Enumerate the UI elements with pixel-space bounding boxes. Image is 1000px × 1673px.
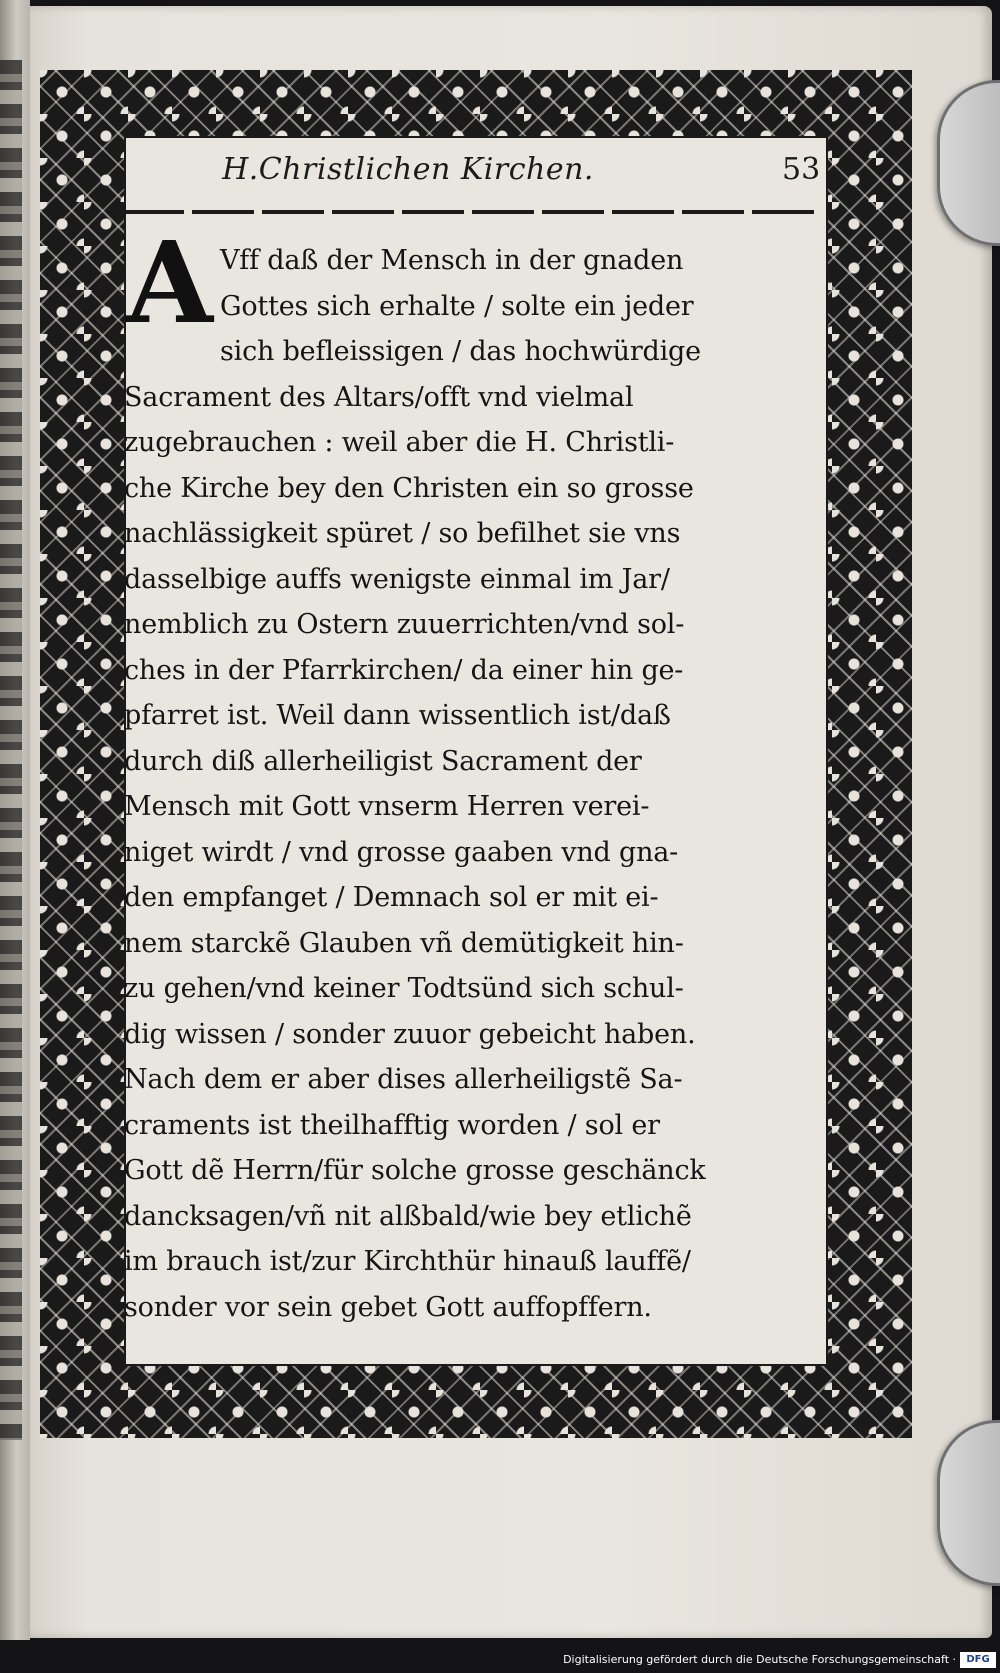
text-line: Mensch mit Gott vnserm Herren verei- [124,791,650,822]
footer-credit: Digitalisierung gefördert durch die Deutsche Forschungsgemeinschaft · [563,1653,956,1666]
text-line: che Kirche bey den Christen ein so grosse [124,472,694,504]
text-line: niget wirdt / vnd grosse gaaben vnd gna- [124,836,679,868]
footer-banner [0,1648,1000,1673]
text-line: nachlässigkeit spüret / so befilhet sie vns [124,518,681,549]
text-line: sonder vor sein gebet Gott auffopffern. [124,1291,652,1323]
running-head: H.Christlichen Kirchen. [222,152,594,187]
dfg-logo: DFG [960,1652,996,1668]
header-rule [122,210,822,214]
page-number: 53 [782,152,821,187]
text-line: pfarret ist. Weil dann wissentlich ist/daß [124,700,671,731]
text-line: Vff daß der Mensch in der gnaden [220,245,684,276]
text-line: sich befleissigen / das hochwürdige [220,336,701,367]
text-line: im brauch ist/zur Kirchthür hinauß lauffẽ/ [124,1246,691,1277]
drop-cap: A [126,218,213,349]
text-line: nem starckẽ Glauben vñ demütigkeit hin- [124,927,684,959]
text-line: nemblich zu Ostern zuuerrichten/vnd sol- [124,609,685,640]
text-line: dig wissen / sonder zuuor gebeicht haben. [124,1018,696,1050]
text-line: craments ist theilhafftig worden / sol er [124,1109,660,1141]
text-line: ches in der Pfarrkirchen/ da einer hin ge- [124,654,684,686]
text-line: durch diß allerheiligist Sacrament der [124,745,642,777]
text-line: zugebrauchen : weil aber die H. Christli- [124,427,675,458]
text-line: Sacrament des Altars/offt vnd vielmal [124,381,634,413]
body-text [124,238,829,1330]
previous-page-ornament [0,60,22,1440]
text-line: Nach dem er aber dises allerheiligstẽ Sa- [124,1064,683,1095]
previous-page-edge [0,0,30,1640]
text-line: dancksagen/vñ nit alßbald/wie bey etlichẽ [124,1200,692,1232]
text-line: zu gehen/vnd keiner Todtsünd sich schul- [124,973,684,1004]
text-line: dasselbige auffs wenigste einmal im Jar/ [124,563,670,595]
text-line: den empfanget / Demnach sol er mit ei- [124,882,659,913]
text-line: Gottes sich erhalte / solte ein jeder [220,290,694,322]
text-line: Gott dẽ Herrn/für solche grosse geschänck [124,1155,706,1186]
